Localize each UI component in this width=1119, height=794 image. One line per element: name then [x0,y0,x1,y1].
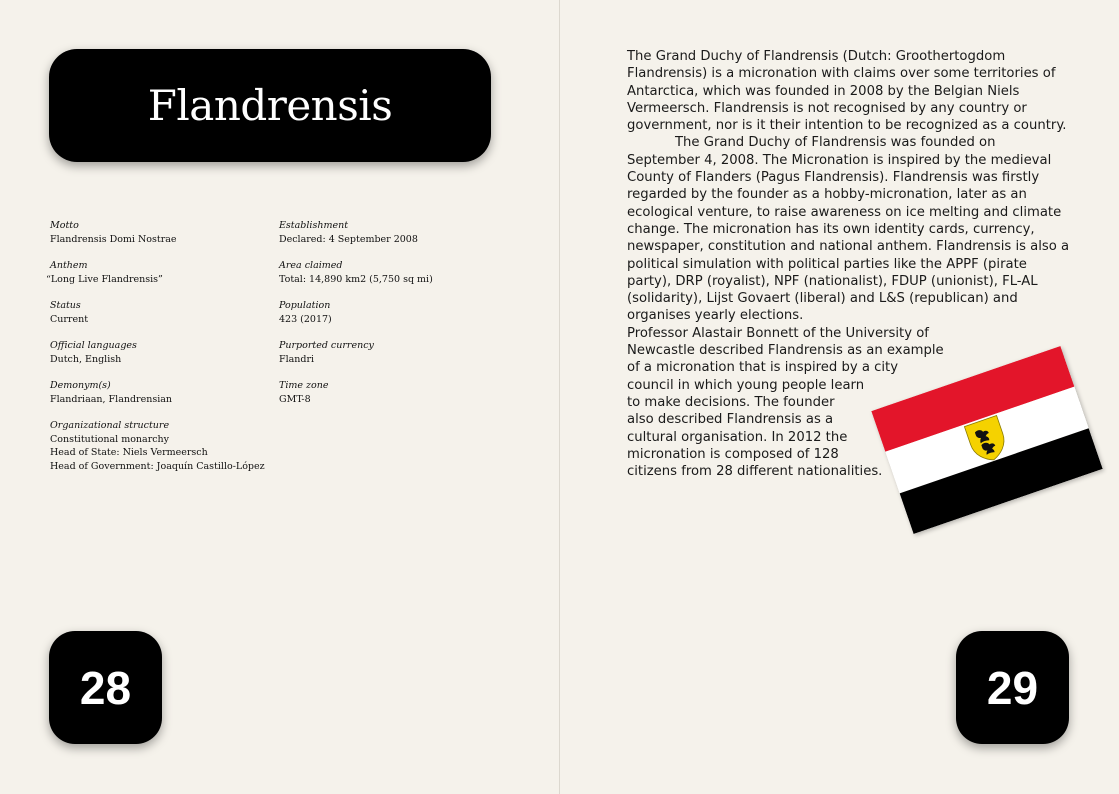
wrap-line: to make decisions. The founder [627,394,835,410]
info-column-1 [46,219,275,486]
page-number-right [956,631,1069,744]
establishment-value: Declared: 4 September 2008 [279,233,418,245]
wrap-line: micronation is composed of 128 [627,446,839,462]
timezone-value: GMT-8 [279,393,311,405]
anthem-label: Anthem [50,260,88,271]
info-establishment [279,219,504,246]
establishment-label: Establishment [279,220,349,231]
head-of-government-value: Head of Government: Joaquín Castillo-López [50,460,265,472]
languages-value: Dutch, English [50,353,122,365]
wrap-line: of a micronation that is inspired by a city [627,360,898,376]
timezone-label: Time zone [279,380,329,391]
population-value: 423 (2017) [279,313,332,325]
page-number-right-label: 29 [986,661,1039,714]
info-column-2 [279,219,504,419]
currency-value: Flandri [279,353,315,365]
info-timezone [279,379,504,406]
population-label: Population [279,300,331,311]
currency-label: Purported currency [279,340,374,351]
title-banner [49,49,491,162]
info-population [279,299,504,326]
motto-label: Motto [50,220,79,231]
info-status [50,299,275,326]
paragraph-1: The Grand Duchy of Flandrensis (Dutch: Groothertogdom Flandrensis) is a micronation with claims over some territories of Antarctica, which was founded in 2008 by the Belgian Niels Vermeersch. Flandrensis is not recognised by any country or government, nor is it their intention to be recognized as a country. [627,49,1067,134]
left-page [0,0,559,794]
structure-label: Organizational structure [50,420,170,431]
info-anthem [46,259,275,286]
page-number-left-label: 28 [79,661,132,714]
demonym-value: Flandriaan, Flandrensian [50,393,173,405]
info-motto [50,219,275,246]
demonym-label: Demonym(s) [50,380,111,391]
wrap-line: council in which young people learn [627,377,865,393]
head-of-state-value: Head of State: Niels Vermeersch [50,447,208,458]
info-languages [50,339,275,366]
area-label: Area claimed [279,260,343,271]
motto-value: Flandrensis Domi Nostrae [50,233,177,245]
status-value: Current [50,313,89,325]
area-value: Total: 14,890 km2 (5,750 sq mi) [279,273,433,285]
wrap-line: Professor Alastair Bonnett of the University of [627,325,929,341]
wrap-line: citizens from 28 different nationalities. [627,464,883,480]
wrap-line: also described Flandrensis as a [627,412,834,428]
wrap-line: Newcastle described Flandrensis as an example [627,343,944,359]
info-demonym [50,379,275,406]
page-title: Flandrensis [147,81,393,130]
info-currency [279,339,504,366]
structure-value: Constitutional monarchy [50,433,170,445]
paragraph-2: The Grand Duchy of Flandrensis was founded on September 4, 2008. The Micronation is inspired by the medieval County of Flanders (Pagus Flandrensis). Flandrensis was firstly regarded by the founder as a hobby-micronation, later as an ecological venture, to raise awareness on ice melting and climate change. The micronation has its own identity cards, currency, newspaper, constitution and national anthem. Flandrensis is also a political simulation with political parties like the APPF (pirate party), DRP (royalist), NPF (nationalist), FDUP (unionist), FL-AL (solidarity), Lijst Govaert (liberal) and L&S (republican) and organises yearly elections. [627,135,1070,324]
info-structure [50,419,275,473]
book-spine [559,0,560,794]
info-area [279,259,504,286]
anthem-value: “Long Live Flandrensis” [46,273,163,285]
status-label: Status [50,300,81,311]
page-number-left [49,631,162,744]
wrap-line: cultural organisation. In 2012 the [627,429,848,445]
languages-label: Official languages [50,340,137,351]
